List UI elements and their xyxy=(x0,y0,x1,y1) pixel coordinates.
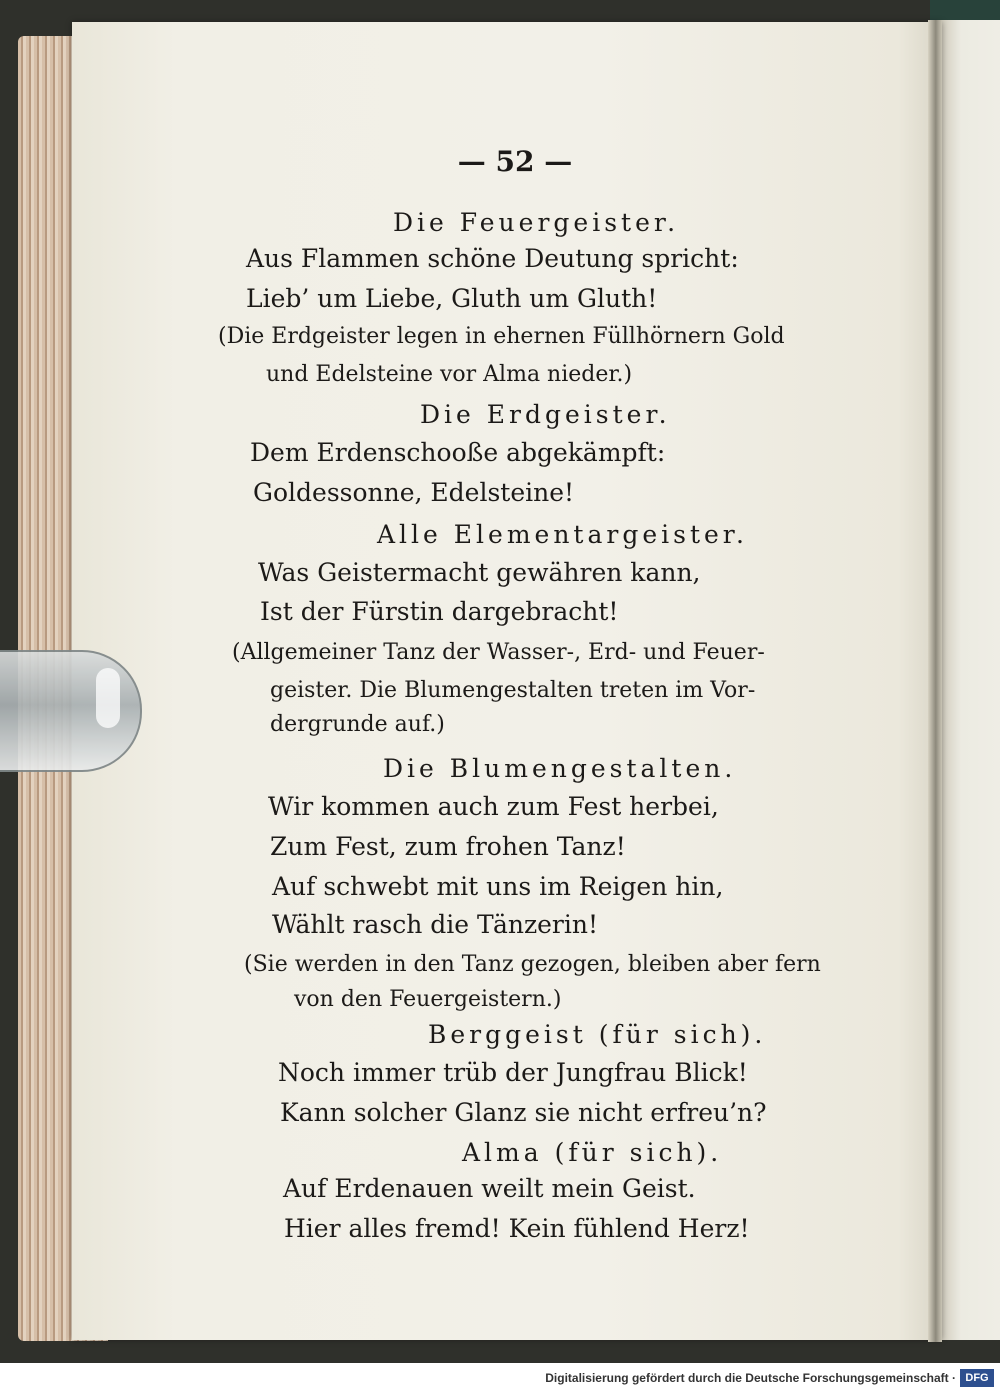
stage-direction: von den Feuergeistern.) xyxy=(294,987,562,1012)
dfg-logo-icon: DFG xyxy=(960,1369,994,1387)
speaker-heading: Berggeist (für sich). xyxy=(428,1020,767,1049)
stage-direction: dergrunde auf.) xyxy=(270,712,445,737)
verse-line: Kann solcher Glanz sie nicht erfreu’n? xyxy=(280,1098,767,1127)
verse-line: Lieb’ um Liebe, Gluth um Gluth! xyxy=(246,284,658,313)
speaker-heading: Alma (für sich). xyxy=(462,1138,723,1167)
verse-line: Goldessonne, Edelsteine! xyxy=(253,478,575,507)
verse-line: Ist der Fürstin dargebracht! xyxy=(260,597,619,626)
verse-line: Auf schwebt mit uns im Reigen hin, xyxy=(272,872,724,901)
verse-line: Wählt rasch die Tänzerin! xyxy=(272,910,599,939)
page-clip xyxy=(0,650,142,772)
stage-direction: (Die Erdgeister legen in ehernen Füllhörnern Gold xyxy=(218,324,785,349)
verse-line: Noch immer trüb der Jungfrau Blick! xyxy=(278,1058,748,1087)
speaker-heading: Die Feuergeister. xyxy=(393,208,680,237)
facing-page xyxy=(940,20,1000,1340)
footer-bar xyxy=(0,1363,1000,1393)
stage-direction: und Edelsteine vor Alma nieder.) xyxy=(266,362,633,387)
verse-line: Aus Flammen schöne Deutung spricht: xyxy=(246,244,739,273)
stage-direction: geister. Die Blumengestalten treten im Vor- xyxy=(270,678,756,703)
verse-line: Dem Erdenschooße abgekämpft: xyxy=(250,438,666,467)
speaker-heading: Die Erdgeister. xyxy=(420,400,671,429)
page-number: — 52 — xyxy=(457,145,573,178)
verse-line: Hier alles fremd! Kein fühlend Herz! xyxy=(284,1214,750,1243)
verse-line: Auf Erdenauen weilt mein Geist. xyxy=(283,1174,696,1203)
speaker-heading: Die Blumengestalten. xyxy=(383,754,737,783)
stage-direction: (Sie werden in den Tanz gezogen, bleiben aber fern xyxy=(244,952,821,977)
funding-credit: Digitalisierung gefördert durch die Deutsche Forschungsgemeinschaft · xyxy=(545,1371,956,1385)
verse-line: Was Geistermacht gewähren kann, xyxy=(258,558,701,587)
speaker-heading: Alle Elementargeister. xyxy=(377,520,748,549)
verse-line: Zum Fest, zum frohen Tanz! xyxy=(270,832,626,861)
book-gutter xyxy=(928,20,942,1342)
verse-line: Wir kommen auch zum Fest herbei, xyxy=(268,792,719,821)
stage-direction: (Allgemeiner Tanz der Wasser-, Erd- und Feuer- xyxy=(232,640,765,665)
page-clip-highlight xyxy=(96,668,120,728)
